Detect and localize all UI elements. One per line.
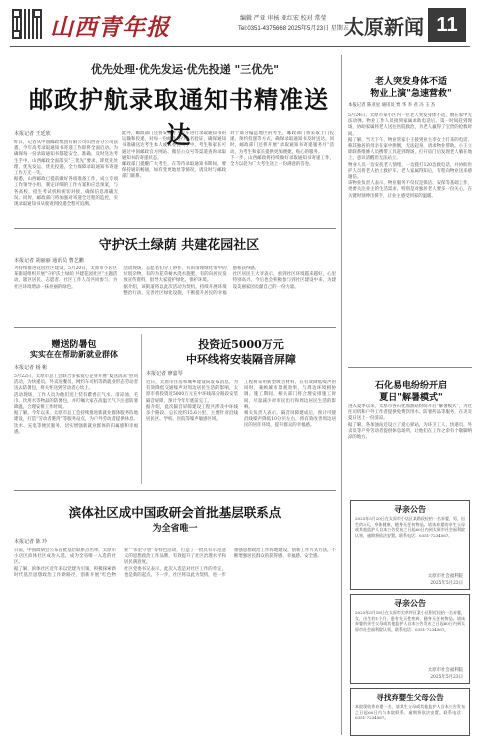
story6-subhead: 为全省唯一 xyxy=(152,524,198,534)
lead-byline: 本报记者 王廷欣 xyxy=(14,131,51,137)
story2-byline: 本报记者 胡丽丽 通讯员 曹艺鹏 xyxy=(14,258,84,264)
story6-byline: 本报记者 陈 玲 xyxy=(14,539,48,545)
notice-2-title: 寻亲公告 xyxy=(394,598,426,608)
right-top-byline: 本报记者 陈亚星 通讯员 贾 华 李 君 冯 玉 杰 xyxy=(348,103,436,108)
story4-paragraph-1: 近日，太原市住房和城乡建设局发布消息，为有效降低交通噪声对周边居民生活的影响，太原市将投资近5000万元在中环线部分路段安装隔音屏障，预计今年年底前完工。 xyxy=(146,380,238,404)
right-top-bottom-rule xyxy=(348,367,472,368)
story2-bottom-rule xyxy=(14,327,336,328)
story5-paragraph-1: 进入夏季以来，太原市各石化加油站纷纷开启“解暑模式”，为过往司机和户外工作者提供免费饮用水、防暑药品等服务，在炎炎夏日送上一份清凉。 xyxy=(348,404,472,422)
story3-paragraph-2: 活动现场，工作人员为他们送上装有藿香正气水、清凉油、毛巾、饮用水等物品的防暑包，并叮嘱大家在高温天气下注意防暑降温，合理安排工作时间。 xyxy=(14,392,138,411)
story2-body xyxy=(14,266,336,324)
notice-1 xyxy=(350,500,470,590)
lead-paragraph-6: 下一步，山西邮政将持续做好录取通知书寄递工作，全力以赴为广大考生送上一份满意的答卷。 xyxy=(230,155,334,168)
story6-headline: 滨体社区成中国政研会首批基层联系点 xyxy=(68,505,282,520)
lead-col-1 xyxy=(14,140,118,224)
story4-headline-1: 投资近5000万元 xyxy=(198,338,284,351)
masthead-divider xyxy=(10,46,470,47)
story2-paragraph-3: 据介绍，该街道将以此次活动为契机，持续开展环境整治行动，完善社区绿化设施，不断提升居民的幸福感和获得感。 xyxy=(123,266,260,296)
story3-paragraph-1: 5月22日，太原市总工会联合多家爱心企业开展“夏送清凉”慰问活动，为快递员、外卖送餐员、网约车司机等新就业形态劳动者送去防暑包，将关怀送到劳动者心坎上。 xyxy=(14,374,138,392)
lead-paragraph-4: 邮政部门提醒广大考生，在等待录取通知书期间，要保持通讯畅通，如有变更地址等情况，请及时与邮政部门联系。 xyxy=(122,162,226,180)
notice-3 xyxy=(350,688,470,736)
newspaper-logo: 山西青年报 xyxy=(50,14,170,41)
story6-body xyxy=(14,548,336,734)
story4-headline-2: 中环线将安装隔音屏障 xyxy=(186,353,296,366)
lead-kicker: 优先处理·优先发运·优先投递 "三优先" xyxy=(91,63,279,76)
story2-paragraph-4: 社区居民王大爷表示，看到社区环境越来越好，心里特别高兴，今后也会积极参与到社区建设中来，为建设美丽家园贡献自己的一份力量。 xyxy=(232,272,336,290)
notice-1-body: 2025年5月20日在太原市小店区某路段捡拾一名弃婴，男，出生约3天，身体健康，随身无任何物品。请该弃婴的亲生父母或其他监护人自本公告发布之日起60日内到太原市社会福利院认领，逾期将依法安置。联系电话：0351-7234567。 xyxy=(355,516,465,538)
section-title: 太原新闻 xyxy=(344,15,424,39)
story4-paragraph-2: 据介绍，此次隔音屏障建设工程共涉及中环线多个路段，总长度约15.6公里，主要针对沿线居民区、学校、医院等噪声敏感区域。 xyxy=(146,404,238,423)
right-top-paragraph-2: 据了解，当天下午，物业管家小王接到业主李女士打来的电话，称其独居的母亲在家中摔倒，无法起身，请求物业帮助。小王立即联系维修人员携带工具赶到现场，打开房门后发现老人躺在地上，意识清醒但无法站立。 xyxy=(348,137,472,162)
story2-headline: 守护沃土绿荫 共建花园社区 xyxy=(98,238,260,253)
story4-paragraph-3: 工程将采用新型吸音材料，在有效降低噪声的同时，兼顾城市景观效果，与周边环境相协调。施工期间，相关部门将合理安排施工时间，尽量减少对市民出行和周边居民生活的影响。 xyxy=(244,380,336,410)
story4-paragraph-4: 相关负责人表示，隔音屏障建成后，预计可使沿线噪声降低10分贝左右，将有效改善周边居民的居住环境，提升群众的幸福感。 xyxy=(244,411,336,429)
qr-code-icon xyxy=(12,9,42,39)
notice-2-body: 2025年5月18日在太原市尖草坪区某小区附近捡拾一名弃婴，女，出生约1个月，患有先天性疾病，随身无任何物品。请该弃婴的亲生父母或其他监护人自本公告发布之日起60日内到太原市社会福利院认领。联系电话：0351-7234567。 xyxy=(355,610,465,632)
page-number-text: 11 xyxy=(436,14,458,36)
story6-paragraph-2: 据了解，滨体社区近年来以党建为引领，积极探索新时代基层思想政治工作新路径，创新开展“红色物业”“邻里守望”等特色活动，打造了一批具有示范意义的思想政治工作品牌，有效提升了社区治理水平和居民满意度。 xyxy=(14,548,226,578)
notice-1-date: 2025年5月23日 xyxy=(430,581,463,586)
story3-paragraph-3: 据了解，今年以来，太原市总工会持续推进新就业群体服务阵地建设，打造“劳动者港湾”等服务站点，为户外劳动者提供休息、饮水、充电等便民服务，切实增强新就业群体的归属感和幸福感。 xyxy=(14,411,138,435)
story4-byline: 本报记者 廖嘉琴 xyxy=(146,371,183,377)
lead-paragraph-1: 昨日，记者从中国邮政集团有限公司山西省分公司获悉，今年高考录取通知书寄递工作即将全面启动。为确保每一份录取通知书都能安全、准确、及时送达考生手中，山西邮政全面落实“三优先”要求，即优先处理、优先发运、优先投递，全力保障录取通知书寄递工作万无一失。 xyxy=(14,140,118,177)
right-top-paragraph-1: 5月24日，太原市某小区内一位老人突发身体不适，倒在家中无法动弹。物业工作人员接到家属求助电话后，第一时间赶到现场，协助家属将老人送往医院救治，为老人赢得了宝贵的抢救时间。 xyxy=(348,113,472,137)
story4-body xyxy=(146,380,336,484)
column-divider-right xyxy=(341,55,342,735)
story3-divider xyxy=(141,334,142,484)
lead-headline: 邮政护航录取通知书精准送达 xyxy=(29,85,329,149)
lead-paragraph-5: 对于部分偏远地区的考生，邮政部门将采取上门投递、预约投递等方式，确保录取通知书及时送达。同时，邮政部门还将开展“录取通知书寄递服务月”活动，为考生和家长提供更加便捷、贴心的服务。 xyxy=(230,131,334,155)
story3-headline-1: 赠送防暑包 xyxy=(51,340,97,350)
notice-2 xyxy=(350,594,470,684)
lead-paragraph-3: 此外，邮政部门还将安排专人专车进行录取通知书的运输和投递，对每一份邮件进行实名验证，确保通知书准确送达考生本人或其委托人手中。考生和家长可通过中国邮政官方网站、微信公众号等渠道查询录取通知书的寄递状态。 xyxy=(122,131,226,161)
right-top-headline-2: 物业上演"急速营救" xyxy=(370,89,452,99)
notice-2-date: 2025年5月23日 xyxy=(430,675,463,680)
notice-3-title: 寻找弃婴生父母公告 xyxy=(376,693,444,702)
contact-line-2: Tel:0351-4375668 2025年5月23日 星期五 xyxy=(238,26,349,32)
masthead xyxy=(0,0,480,48)
lead-col-3 xyxy=(230,131,334,224)
story3-body xyxy=(14,374,138,484)
right-top-paragraph-3: 物业人员一边安抚老人情绪，一边拨打120急救电话，并协助医护人员将老人抬上救护车。老人家属得知后，专程向物业送来感谢信。 xyxy=(348,162,472,181)
lead-col-2 xyxy=(122,131,226,224)
story5-body xyxy=(348,404,472,494)
story2-paragraph-2: 活动现场，志愿者们分工协作，有的清理绿化带中的垃圾杂物，有的为花草树木浇水施肥，有的向居民发放宣传资料，倡导大家爱护绿化、保护环境。 xyxy=(123,266,227,284)
story6-paragraph-3: 社区党委书记表示，此次入选是对社区工作的肯定，也是新的起点。下一步，社区将以此为契机，进一步加强思想政治工作阵地建设，创新工作方式方法，不断增强居民群众的获得感、幸福感、安全感。 xyxy=(124,548,336,578)
lead-paragraph-2: 据悉，山西邮政已提前做好各项准备工作，成立专项工作领导小组，制定详细的工作方案和应急预案，与各高校、招生考试机构密切对接，确保信息准确无误。同时，邮政部门将加强对寄递全过程的监控，实现录取通知书从收寄到投递全程可追溯。 xyxy=(14,177,118,208)
page-number xyxy=(428,8,466,42)
notice-1-signoff: 太原市社会福利院 xyxy=(427,574,463,579)
right-top-paragraph-4: 该物业负责人表示，物业服务不仅仅是保洁、安保等基础工作，更要关注业主的生活需求，特别是对独居老人要多一份关心，在关键时刻伸出援手，让业主感受到家的温暖。 xyxy=(348,181,472,199)
right-top-body xyxy=(348,113,472,363)
notice-1-title: 寻亲公告 xyxy=(394,504,426,514)
story5-headline-1: 石化易电纷纷开启 xyxy=(374,381,447,391)
contact-line-1: 编辑 严亚 审核 亚红宏 校对 常莹 xyxy=(240,16,327,22)
lead-bottom-rule xyxy=(14,228,336,229)
notice-3-body: 本院现收养弃婴一名，请其生父母或其他监护人自本公告发布之日起60日内与本院联系，逾期将依法安置。联系电话：0351-7234567。 xyxy=(355,704,465,721)
story5-paragraph-2: 据了解，各加油站还设立了爱心驿站，为环卫工人、快递员、外卖员等户外劳动者提供休息场所，让他们在工作之余有个歇脚纳凉的地方。 xyxy=(348,422,472,441)
story5-headline-2: 夏日"解暑模式" xyxy=(379,393,443,403)
story6-paragraph-1: 日前，中国政研会公布首批基层联系点名单，太原市小店区滨体社区成功入选，成为全省唯一入选的社区。 xyxy=(14,548,116,566)
notice-2-signoff: 太原市社会福利院 xyxy=(427,668,463,673)
story6-top-rule xyxy=(14,490,336,491)
story3-byline: 本报记者 杨 彬 xyxy=(14,365,48,371)
story3-headline-2: 实实在在帮助新就业群体 xyxy=(30,349,118,359)
right-top-headline-1: 老人突发身体不适 xyxy=(374,77,447,87)
story2-paragraph-1: 为持续推进花园社区建设，5月20日，太原市小店区某街道组织开展“守护沃土绿荫 共建花园社区”主题活动，辖区居民、志愿者、社区工作人员共同参与，为社区环境增添一抹亮丽的绿色。 xyxy=(14,266,118,290)
